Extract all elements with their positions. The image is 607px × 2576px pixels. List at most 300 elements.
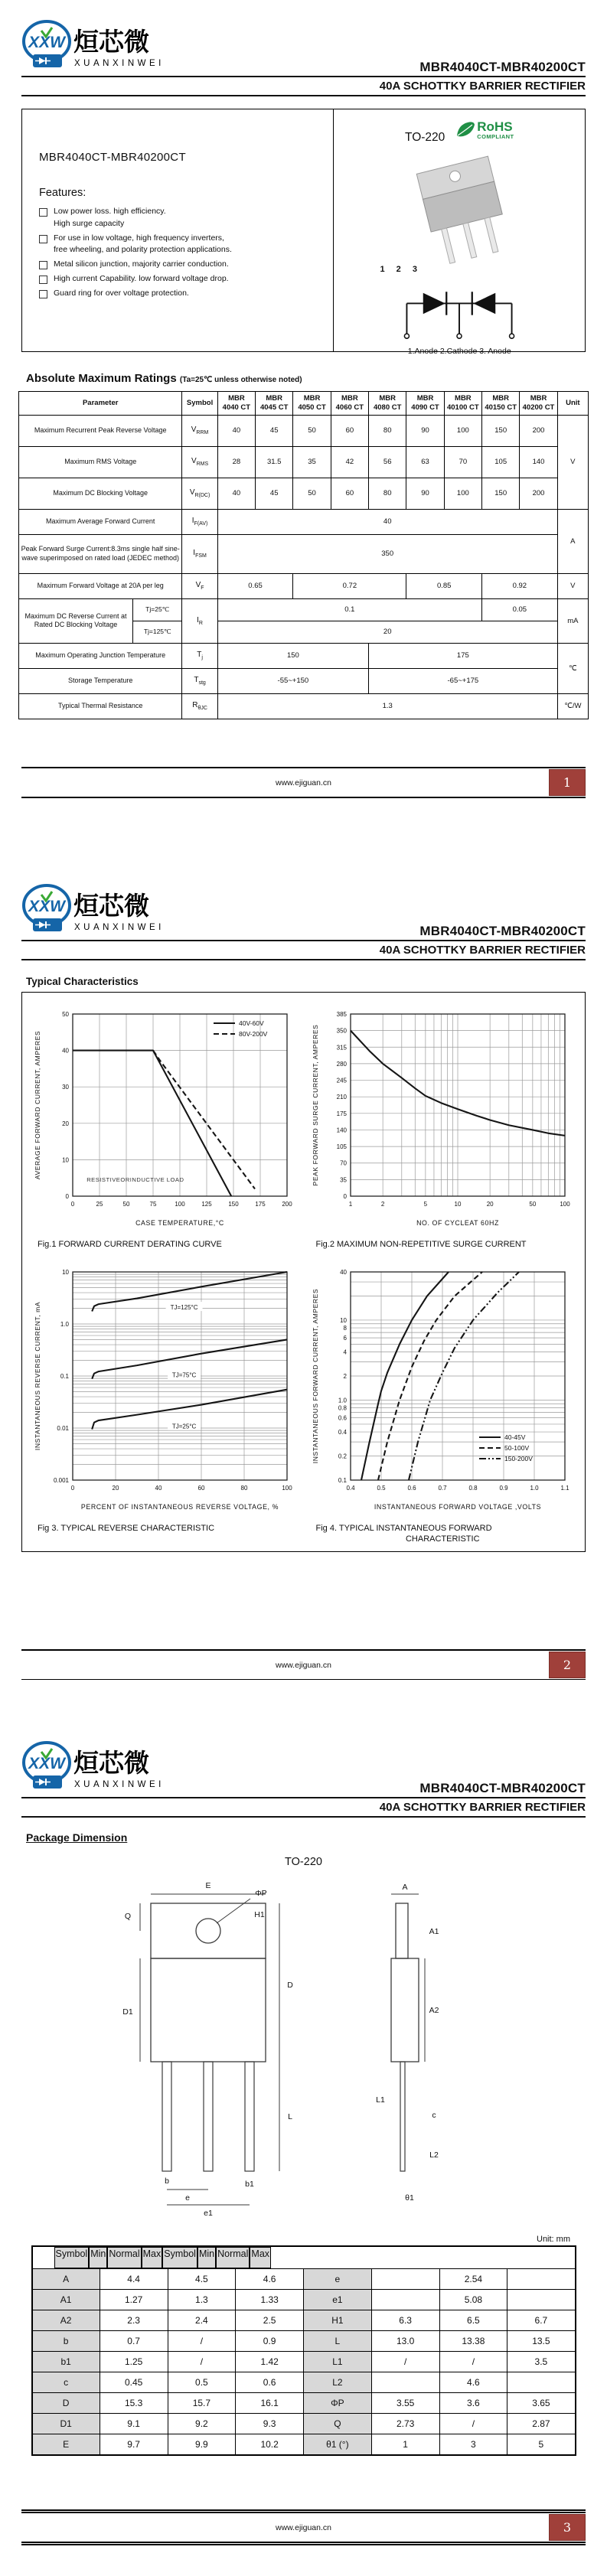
dimension-label: H1	[253, 1910, 265, 1919]
dimension-value-cell: 1.27	[100, 2290, 168, 2310]
dimension-label: c	[431, 2111, 436, 2120]
dimension-value-cell: 3.55	[371, 2393, 439, 2414]
table-row: Maximum Operating Junction Temperature $T_j$ 150 175 ℃	[19, 643, 589, 668]
dimension-value-cell: 1	[371, 2434, 439, 2456]
dimension-label: e1	[203, 2209, 213, 2218]
dimension-value-cell: 3.65	[507, 2393, 576, 2414]
dimension-symbol-cell: D1	[32, 2414, 100, 2434]
part-column-header: MBR 4060 CT	[331, 392, 368, 416]
dimension-value-cell: 3.6	[439, 2393, 507, 2414]
svg-text:70: 70	[340, 1159, 348, 1167]
svg-text:XXW: XXW	[28, 34, 65, 51]
fig1-cell	[25, 1003, 304, 1249]
svg-text:140: 140	[336, 1127, 348, 1134]
svg-text:30: 30	[61, 1084, 69, 1091]
page-number-badge: 2	[549, 1652, 586, 1678]
feature-text: For use in low voltage, high frequency inverters, free wheeling, and polarity protection applications.	[54, 233, 232, 255]
svg-text:20: 20	[61, 1120, 69, 1127]
table-row: Storage Temperature $T_{stg}$ -55~+150 -65~+175	[19, 668, 589, 693]
fig4-caption: Fig 4. TYPICAL INSTANTANEOUS FORWARD	[315, 1524, 492, 1533]
part-column-header: MBR 4050 CT	[293, 392, 331, 416]
dimension-value-cell: 9.2	[168, 2414, 236, 2434]
dimension-symbol-cell: ΦP	[304, 2393, 372, 2414]
dimension-value-cell: 1.3	[168, 2290, 236, 2310]
svg-text:0: 0	[343, 1193, 348, 1200]
fig2-cell	[304, 1003, 583, 1249]
brand-latin: XUANXINWEI	[74, 59, 165, 68]
svg-text:XXW: XXW	[28, 898, 65, 915]
dimension-symbol-cell: E	[32, 2434, 100, 2456]
dimension-header-cell: Max	[142, 2247, 163, 2268]
typical-section-title: Typical Characteristics	[26, 976, 139, 987]
dimension-header-cell: Min	[197, 2247, 216, 2268]
company-logo	[21, 1741, 186, 1797]
dimension-symbol-cell: b1	[32, 2352, 100, 2372]
dimension-label: D	[286, 1981, 293, 1990]
ratings-section-note: (Ta=25℃ unless otherwise noted)	[179, 376, 302, 384]
svg-text:50: 50	[61, 1011, 69, 1018]
dimension-symbol-cell: L	[304, 2331, 372, 2352]
svg-text:80V-200V: 80V-200V	[238, 1030, 268, 1038]
dimension-value-cell: 5	[507, 2434, 576, 2456]
dimension-value-cell: /	[168, 2331, 236, 2352]
rating-value-cell: 200	[520, 415, 557, 446]
feature-text: Low power loss. high efficiency. High surge capacity	[54, 207, 166, 228]
feature-text: High current Capability. low forward voltage drop.	[54, 273, 229, 283]
header-rule-2	[21, 959, 586, 960]
dimension-header-cell: Min	[89, 2247, 107, 2268]
svg-text:0.4: 0.4	[338, 1429, 348, 1436]
dimension-value-cell: 2.73	[371, 2414, 439, 2434]
svg-text:TJ=75°C: TJ=75°C	[171, 1371, 197, 1379]
dimension-symbol-cell: b	[32, 2331, 100, 2352]
package-outline-drawing	[0, 1873, 607, 2235]
fig1-caption: Fig.1 FORWARD CURRENT DERATING CURVE	[38, 1240, 222, 1249]
dimension-label: ΦP	[254, 1889, 267, 1898]
dimension-value-cell	[371, 2372, 439, 2393]
fig4-chart	[308, 1261, 577, 1519]
dimension-label: θ1	[404, 2193, 414, 2203]
col-symbol: Symbol	[182, 392, 217, 416]
table-row: Peak Forward Surge Current:8.3ms single half sine-wave superimposed on rated load (JEDEC method) $I_{FSM}$ 350	[19, 534, 589, 573]
svg-text:0: 0	[65, 1193, 69, 1200]
dimension-value-cell: 4.6	[236, 2269, 304, 2290]
svg-text:50-100V: 50-100V	[504, 1444, 530, 1452]
checkbox-icon	[39, 290, 47, 298]
part-column-header: MBR 4045 CT	[256, 392, 293, 416]
footer-url: www.ejiguan.cn	[276, 2522, 331, 2532]
svg-text:0.6: 0.6	[407, 1485, 416, 1492]
product-overview-box	[21, 109, 586, 356]
dimension-value-cell: 9.9	[168, 2434, 236, 2456]
package-section-title: Package Dimension	[26, 1831, 128, 1844]
part-column-header: MBR 4040 CT	[217, 392, 255, 416]
rating-value-cell: 45	[256, 478, 293, 509]
svg-text:0.1: 0.1	[60, 1373, 69, 1380]
dimension-value-cell: 15.3	[100, 2393, 168, 2414]
table-row: Maximum DC Reverse Current at Rated DC Blocking Voltage Tj=25℃ $I_R$ 0.1 0.05 mA	[19, 598, 589, 621]
features-title: Features:	[39, 187, 86, 199]
table-row: Maximum Recurrent Peak Reverse Voltage $V_{RRM}$ 40 45 50 60 80 90 100 150 200 V	[19, 415, 589, 446]
ratings-section-title: Absolute Maximum Ratings (Ta=25℃ unless otherwise noted)	[26, 372, 302, 385]
rating-value-cell: 150	[482, 478, 520, 509]
svg-text:1.0: 1.0	[60, 1321, 69, 1328]
dimension-value-cell: 0.6	[236, 2372, 304, 2393]
page-header	[0, 823, 607, 960]
brand-chinese: 烜芯微	[73, 28, 149, 56]
rating-value-cell: 35	[293, 446, 331, 478]
svg-text:100: 100	[282, 1485, 292, 1492]
svg-text:0.1: 0.1	[338, 1477, 348, 1484]
page-footer	[21, 1649, 586, 1680]
unit-note: Unit: mm	[537, 2235, 570, 2244]
dimension-value-cell: 15.7	[168, 2393, 236, 2414]
dimension-label: L	[287, 2112, 292, 2121]
brand-chinese: 烜芯微	[73, 892, 149, 920]
page-footer	[21, 2509, 586, 2545]
dimension-header-cell: Max	[250, 2247, 271, 2268]
svg-text:2: 2	[381, 1201, 385, 1208]
svg-text:125: 125	[201, 1201, 212, 1208]
checkbox-icon	[39, 261, 47, 269]
part-column-header: MBR 4080 CT	[369, 392, 406, 416]
svg-text:100: 100	[175, 1201, 185, 1208]
dimension-value-cell: 9.1	[100, 2414, 168, 2434]
dimension-value-cell: 6.5	[439, 2310, 507, 2331]
svg-text:175: 175	[336, 1110, 348, 1117]
ratings-header-row	[19, 392, 589, 416]
rating-value-cell: 105	[482, 446, 520, 478]
svg-text:10: 10	[454, 1201, 462, 1208]
svg-text:10: 10	[340, 1316, 348, 1324]
checkbox-icon	[39, 208, 47, 217]
header-rule-2	[21, 95, 586, 96]
svg-text:0.5: 0.5	[377, 1485, 386, 1492]
dimension-value-cell: 2.3	[100, 2310, 168, 2331]
svg-text:60: 60	[197, 1485, 205, 1492]
feature-text: Metal silicon junction, majority carrier conduction.	[54, 259, 229, 269]
dimension-symbol-cell: Q	[304, 2414, 372, 2434]
fig3-cell	[25, 1261, 304, 1544]
svg-text:35: 35	[340, 1176, 348, 1184]
rating-value-cell: 60	[331, 478, 368, 509]
part-column-header: MBR 40200 CT	[520, 392, 557, 416]
svg-text:175: 175	[255, 1201, 266, 1208]
svg-text:8: 8	[343, 1325, 348, 1332]
dimension-symbol-cell: A2	[32, 2310, 100, 2331]
table-row	[32, 2290, 576, 2310]
fig3-caption: Fig 3. TYPICAL REVERSE CHARACTERISTIC	[38, 1524, 215, 1533]
checkbox-icon	[39, 235, 47, 243]
rating-value-cell: 63	[406, 446, 444, 478]
svg-text:0.8: 0.8	[338, 1404, 348, 1412]
table-row: Maximum Average Forward Current $I_{F(AV)}$ 40 A	[19, 509, 589, 534]
dimension-value-cell: 0.45	[100, 2372, 168, 2393]
svg-text:TJ=25°C: TJ=25°C	[171, 1423, 197, 1430]
dimension-value-cell: 9.7	[100, 2434, 168, 2456]
svg-text:0.4: 0.4	[346, 1485, 355, 1492]
col-unit: Unit	[557, 392, 588, 416]
footer-url: www.ejiguan.cn	[276, 778, 331, 787]
svg-text:2: 2	[343, 1373, 348, 1380]
dimension-value-cell: 1.25	[100, 2352, 168, 2372]
table-row	[32, 2434, 576, 2456]
part-column-header: MBR 40100 CT	[444, 392, 481, 416]
pin-caption: 1.Anode 2.Cathode 3. Anode	[407, 347, 511, 356]
dimension-value-cell: 2.5	[236, 2310, 304, 2331]
svg-text:20: 20	[486, 1201, 494, 1208]
table-row	[32, 2269, 576, 2290]
svg-text:385: 385	[336, 1011, 348, 1018]
svg-text:0: 0	[70, 1485, 74, 1492]
part-column-header: MBR 40150 CT	[482, 392, 520, 416]
dimension-value-cell: 13.5	[507, 2331, 576, 2352]
dimension-label: e	[184, 2193, 190, 2203]
svg-text:50: 50	[122, 1201, 130, 1208]
rating-value-cell: 80	[369, 415, 406, 446]
dimension-value-cell	[371, 2290, 439, 2310]
table-row: Typical Thermal Resistance $R_{\theta JC}$ 1.3 ℃/W	[19, 693, 589, 719]
package-dimension-name: TO-220	[285, 1856, 322, 1868]
page-3	[0, 1680, 607, 2576]
svg-text:1: 1	[349, 1201, 353, 1208]
rating-value-cell: 56	[369, 446, 406, 478]
rating-value-cell: 140	[520, 446, 557, 478]
dimension-value-cell: 6.3	[371, 2310, 439, 2331]
dimension-value-cell: 4.6	[439, 2372, 507, 2393]
rating-value-cell: 40	[217, 415, 255, 446]
dimension-value-cell: 4.4	[100, 2269, 168, 2290]
features-list	[39, 206, 333, 299]
svg-text:40V-60V: 40V-60V	[238, 1019, 264, 1027]
rating-value-cell: 60	[331, 415, 368, 446]
svg-text:0.001: 0.001	[53, 1477, 69, 1484]
brand-chinese: 烜芯微	[73, 1749, 149, 1777]
svg-text:5: 5	[423, 1201, 428, 1208]
dimension-value-cell: /	[168, 2352, 236, 2372]
svg-text:40: 40	[155, 1485, 162, 1492]
fig4-caption-line2: CHARACTERISTIC	[405, 1534, 480, 1544]
dimension-symbol-cell: e1	[304, 2290, 372, 2310]
svg-text:75: 75	[149, 1201, 157, 1208]
svg-text:80: 80	[240, 1485, 248, 1492]
dimension-value-cell: 4.5	[168, 2269, 236, 2290]
feature-item	[39, 273, 333, 285]
table-row: Maximum Forward Voltage at 20A per leg $V_F$ 0.65 0.72 0.85 0.92 V	[19, 573, 589, 598]
dimension-symbol-cell: A1	[32, 2290, 100, 2310]
svg-text:NO. OF CYCLEAT 60HZ: NO. OF CYCLEAT 60HZ	[416, 1219, 500, 1227]
svg-text:0: 0	[70, 1201, 74, 1208]
dimension-label: A	[401, 1883, 408, 1892]
rating-value-cell: 28	[217, 446, 255, 478]
col-parameter: Parameter	[19, 392, 182, 416]
doc-subtitle: 40A SCHOTTKY BARRIER RECTIFIER	[379, 1801, 586, 1814]
table-row: Tj=125℃ 20	[19, 621, 589, 643]
table-row	[32, 2393, 576, 2414]
svg-text:0.7: 0.7	[438, 1485, 447, 1492]
dimension-label: A1	[429, 1927, 439, 1936]
dimension-header-cell: Normal	[216, 2247, 250, 2268]
ratings-table	[18, 391, 589, 719]
dimension-value-cell	[507, 2372, 576, 2393]
doc-subtitle: 40A SCHOTTKY BARRIER RECTIFIER	[379, 80, 586, 93]
dimension-value-cell: 13.38	[439, 2331, 507, 2352]
feature-item	[39, 233, 333, 257]
page-1	[0, 0, 607, 823]
checkbox-icon	[39, 276, 47, 284]
svg-text:CASE TEMPERATURE,°C: CASE TEMPERATURE,°C	[135, 1219, 224, 1227]
doc-subtitle: 40A SCHOTTKY BARRIER RECTIFIER	[379, 944, 586, 957]
rating-value-cell: 100	[444, 478, 481, 509]
dimension-symbol-cell: e	[304, 2269, 372, 2290]
rating-value-cell: 42	[331, 446, 368, 478]
svg-text:RESISTIVEORINDUCTIVE LOAD: RESISTIVEORINDUCTIVE LOAD	[86, 1176, 184, 1183]
svg-text:25: 25	[96, 1201, 103, 1208]
dimension-value-cell: 1.33	[236, 2290, 304, 2310]
dimension-label: Q	[124, 1912, 131, 1921]
svg-text:TJ=125°C: TJ=125°C	[170, 1304, 198, 1312]
table-row	[32, 2310, 576, 2331]
dimension-value-cell: 2.54	[439, 2269, 507, 2290]
svg-text:INSTANTANEOUS REVERSE CURRENT,: INSTANTANEOUS REVERSE CURRENT, mA	[33, 1301, 41, 1451]
rohs-text: RoHS	[477, 119, 513, 134]
svg-text:40: 40	[340, 1269, 348, 1276]
brand-latin: XUANXINWEI	[74, 1780, 165, 1789]
dimension-label: D1	[122, 2007, 133, 2017]
dimension-value-cell: /	[439, 2414, 507, 2434]
dimension-symbol-cell: L1	[304, 2352, 372, 2372]
dimension-value-cell: 13.0	[371, 2331, 439, 2352]
company-logo	[21, 20, 186, 76]
dimension-value-cell: 0.9	[236, 2331, 304, 2352]
dimension-label: A2	[429, 2006, 439, 2015]
dimension-value-cell	[507, 2269, 576, 2290]
svg-text:0.6: 0.6	[338, 1414, 348, 1422]
charts-box	[21, 992, 586, 1552]
dimension-value-cell	[507, 2290, 576, 2310]
svg-text:20: 20	[112, 1485, 119, 1492]
dimension-value-cell: 10.2	[236, 2434, 304, 2456]
doc-title: MBR4040CT-MBR40200CT	[419, 60, 586, 74]
table-row	[32, 2414, 576, 2434]
svg-text:245: 245	[336, 1077, 348, 1084]
dimension-value-cell: 9.3	[236, 2414, 304, 2434]
svg-text:10: 10	[61, 1156, 69, 1164]
svg-text:INSTANTANEOUS FORWARD VOLTAGE: INSTANTANEOUS FORWARD VOLTAGE ,VOLTS	[374, 1503, 542, 1511]
page-number-badge: 1	[549, 769, 586, 796]
brand-latin: XUANXINWEI	[74, 923, 165, 932]
schematic-dual-diode-icon	[334, 280, 585, 345]
fig1-chart	[30, 1003, 299, 1235]
dimension-header-cell: Symbol	[162, 2247, 197, 2268]
dimension-value-cell: 5.08	[439, 2290, 507, 2310]
package-name: TO-220	[405, 131, 445, 144]
dimension-value-cell: 2.87	[507, 2414, 576, 2434]
fig3-chart	[30, 1261, 299, 1519]
svg-text:105: 105	[336, 1143, 348, 1151]
dimension-header-row	[33, 2247, 100, 2268]
dimension-label: L2	[429, 2150, 439, 2160]
header-rule-2	[21, 1816, 586, 1818]
rating-value-cell: 70	[444, 446, 481, 478]
feature-item	[39, 206, 333, 230]
rating-value-cell: 150	[482, 415, 520, 446]
svg-text:1.1: 1.1	[560, 1485, 569, 1492]
footer-url: www.ejiguan.cn	[276, 1660, 331, 1670]
rating-value-cell: 80	[369, 478, 406, 509]
svg-text:280: 280	[336, 1060, 348, 1068]
feature-item	[39, 259, 333, 271]
dimension-label: L1	[375, 2095, 385, 2105]
svg-text:0.8: 0.8	[468, 1485, 478, 1492]
dimension-label: b1	[244, 2180, 254, 2189]
dimension-value-cell: 16.1	[236, 2393, 304, 2414]
svg-text:0.2: 0.2	[338, 1453, 348, 1460]
fig2-chart	[308, 1003, 577, 1235]
dimension-value-cell: 0.7	[100, 2331, 168, 2352]
rating-value-cell: 50	[293, 478, 331, 509]
svg-text:210: 210	[336, 1094, 348, 1101]
dimension-value-cell	[371, 2269, 439, 2290]
dimension-symbol-cell: H1	[304, 2310, 372, 2331]
rating-value-cell: 90	[406, 478, 444, 509]
dimension-label: b	[164, 2177, 169, 2186]
dimension-header-cell: Normal	[107, 2247, 141, 2268]
company-logo	[21, 884, 186, 940]
dimension-header-cell: Symbol	[54, 2247, 90, 2268]
svg-text:150-200V: 150-200V	[504, 1455, 534, 1462]
fig4-cell	[304, 1261, 583, 1544]
dimension-symbol-cell: θ1 (°)	[304, 2434, 372, 2456]
page-header	[0, 0, 607, 96]
rating-value-cell: 90	[406, 415, 444, 446]
dimension-value-cell: 2.4	[168, 2310, 236, 2331]
dimension-symbol-cell: D	[32, 2393, 100, 2414]
feature-text: Guard ring for over voltage protection.	[54, 288, 189, 298]
svg-text:1.0: 1.0	[338, 1397, 348, 1404]
page-header	[0, 1680, 607, 1818]
dimension-value-cell: 1.42	[236, 2352, 304, 2372]
table-row: Maximum RMS Voltage $V_{RMS}$ 28 31.5 35 42 56 63 70 105 140	[19, 446, 589, 478]
page-2	[0, 823, 607, 1680]
fig2-caption: Fig.2 MAXIMUM NON-REPETITIVE SURGE CURRENT	[315, 1240, 527, 1249]
svg-text:40: 40	[61, 1047, 69, 1055]
svg-text:XXW: XXW	[28, 1755, 65, 1772]
dimension-symbol-cell: L2	[304, 2372, 372, 2393]
rating-value-cell: 200	[520, 478, 557, 509]
dimension-value-cell: 0.5	[168, 2372, 236, 2393]
svg-text:50: 50	[529, 1201, 537, 1208]
feature-item	[39, 288, 333, 300]
pin-numbers: 1 2 3	[380, 265, 422, 274]
svg-text:10: 10	[61, 1269, 69, 1276]
svg-text:150: 150	[228, 1201, 239, 1208]
svg-text:4: 4	[343, 1348, 348, 1356]
dimension-table	[31, 2245, 576, 2456]
dimension-label: E	[204, 1881, 211, 1890]
doc-title: MBR4040CT-MBR40200CT	[419, 1781, 586, 1795]
dimension-value-cell: 3	[439, 2434, 507, 2456]
svg-text:PEAK FORWARD SURGE CURRENT, AM: PEAK FORWARD SURGE CURRENT, AMPERES	[312, 1024, 320, 1186]
rohs-compliant-text: COMPLIANT	[477, 133, 514, 140]
rohs-leaf-icon	[455, 120, 475, 140]
dimension-symbol-cell: c	[32, 2372, 100, 2393]
svg-text:0.01: 0.01	[57, 1425, 69, 1432]
doc-title: MBR4040CT-MBR40200CT	[419, 924, 586, 938]
svg-text:100: 100	[560, 1201, 570, 1208]
table-row	[32, 2352, 576, 2372]
rating-value-cell: 31.5	[256, 446, 293, 478]
